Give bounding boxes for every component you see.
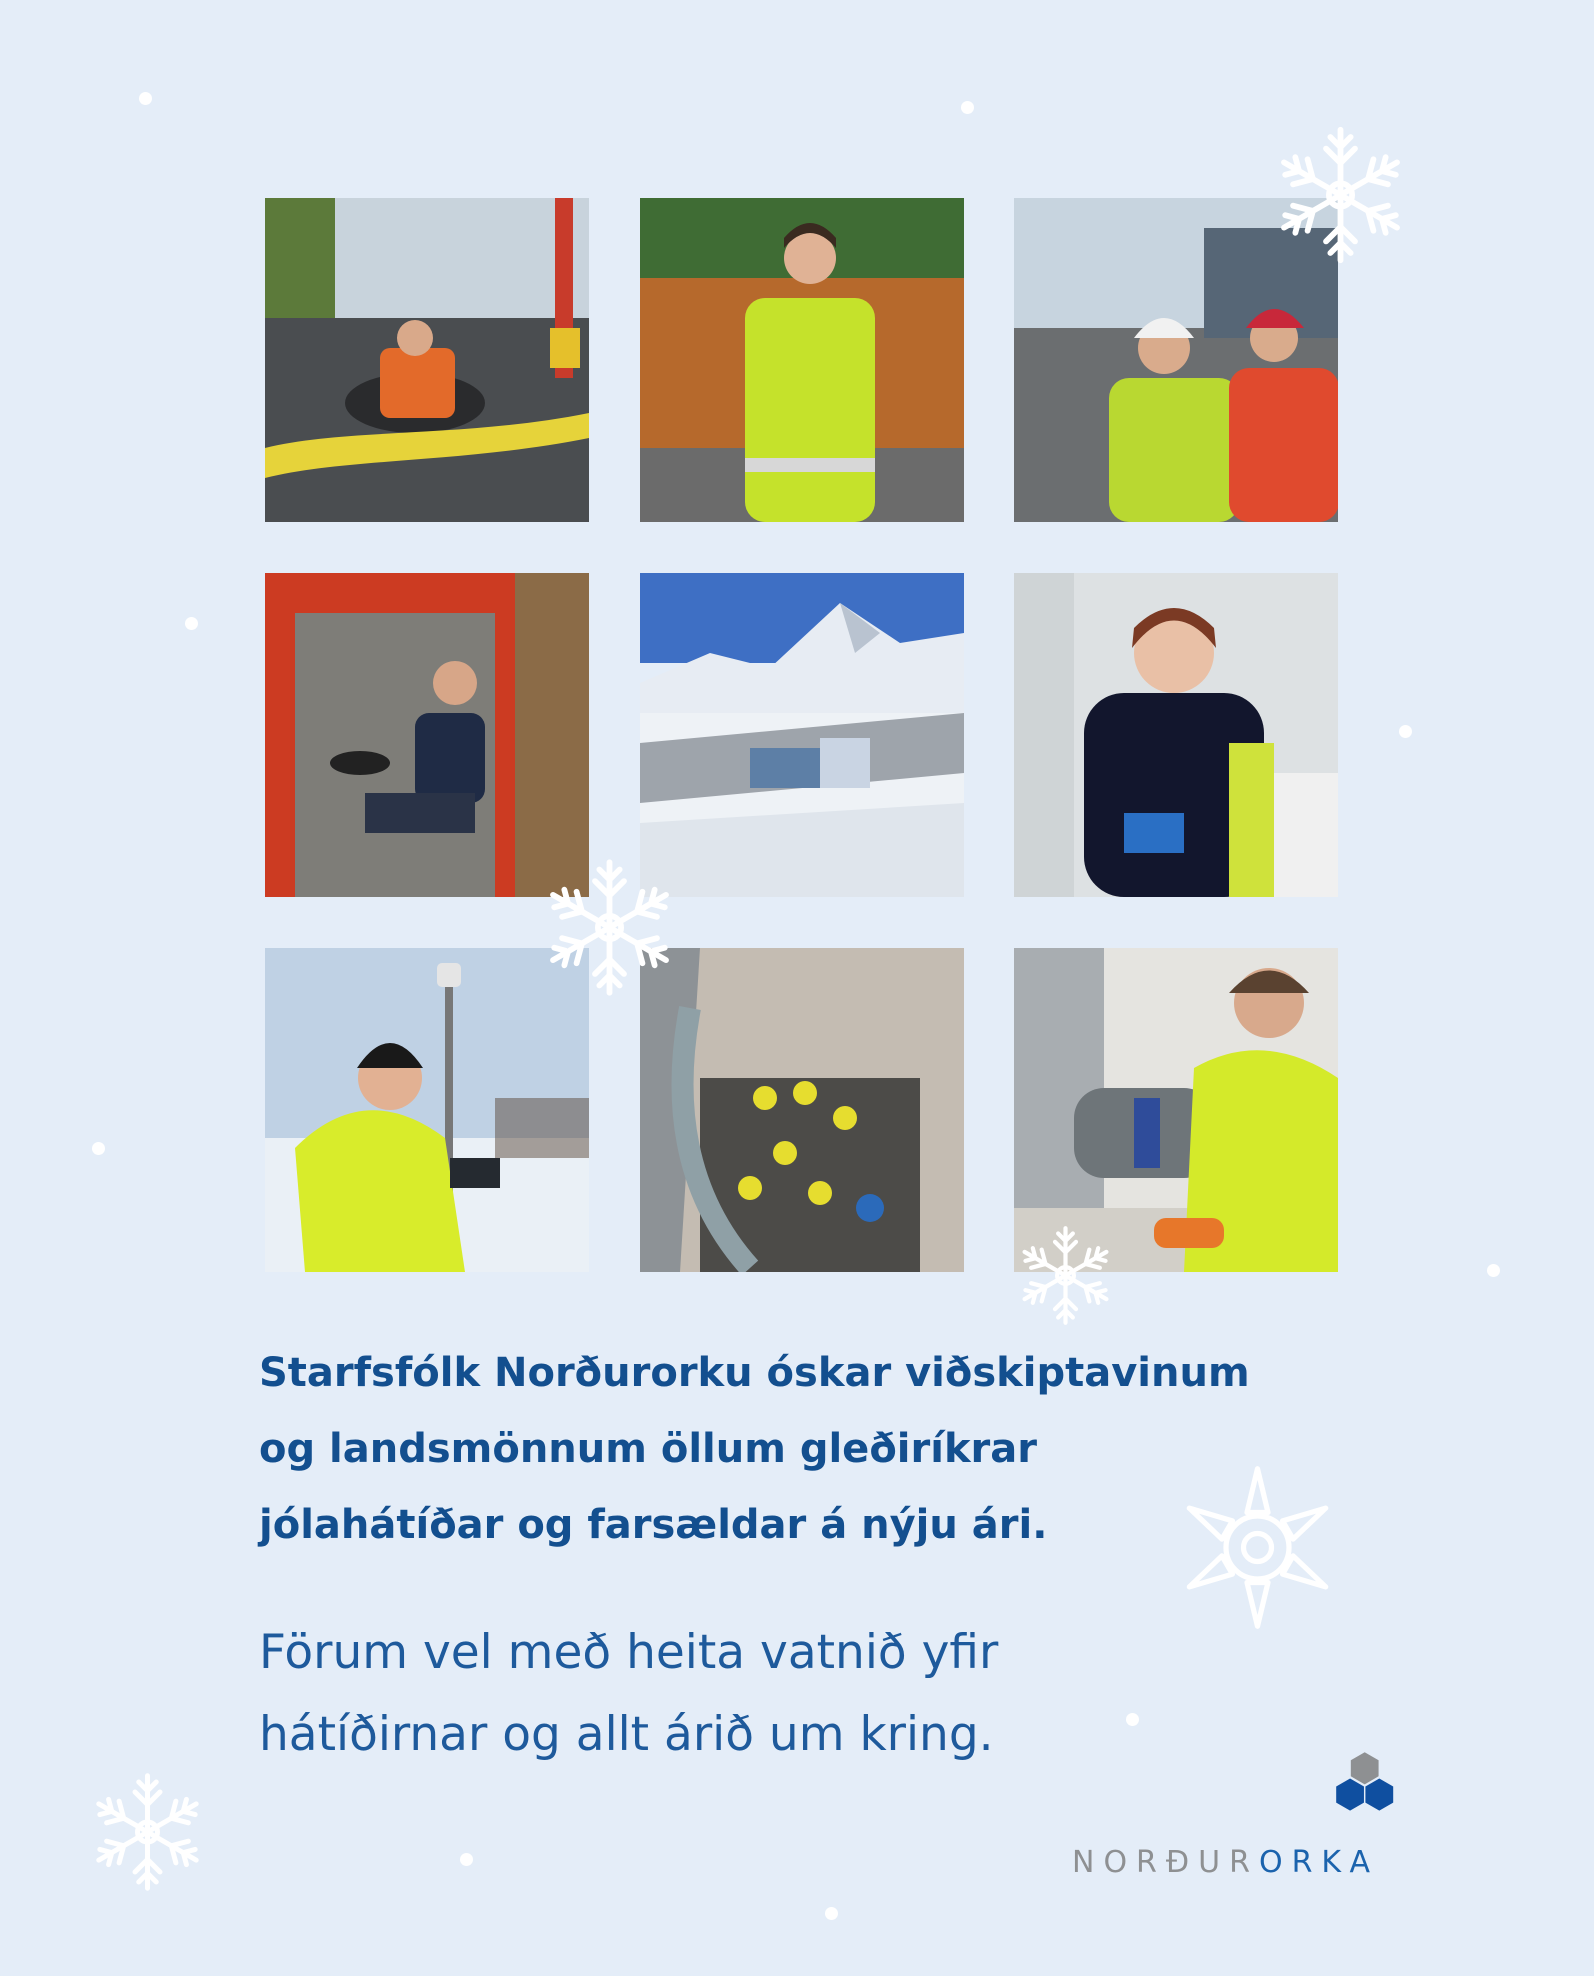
subline-line: Förum vel með heita vatnið yfir (259, 1625, 999, 1680)
snow-dot (460, 1853, 473, 1866)
snow-dot (1487, 1264, 1500, 1277)
snow-dot (825, 1907, 838, 1920)
subline-line: hátíðirnar og allt árið um kring. (259, 1707, 994, 1762)
snow-dot (185, 617, 198, 630)
snowflake-icon (537, 845, 682, 1010)
headline-line: jólahátíðar og farsældar á nýju ári. (259, 1502, 1048, 1548)
manhole-worker-photo (265, 198, 589, 522)
snow-dot (1399, 725, 1412, 738)
pump-station-group-photo (640, 948, 964, 1272)
logo-wordmark (1072, 1845, 1379, 1880)
snowflake-icon (85, 1762, 210, 1902)
nordurorka-logo-icon (1072, 1750, 1482, 1845)
logo-part-blue: ORKA (1258, 1845, 1380, 1880)
greeting-subline (259, 1612, 1159, 1776)
logo-part-gray: NORÐUR (1072, 1845, 1259, 1880)
snow-dot (92, 1142, 105, 1155)
smiling-employee-photo (1014, 573, 1338, 897)
greeting-headline (259, 1335, 1379, 1563)
snow-dot (139, 92, 152, 105)
headline-line: og landsmönnum öllum gleðiríkrar (259, 1426, 1037, 1472)
winter-town-aerial-photo (640, 573, 964, 897)
headline-line: Starfsfólk Norðurorku óskar viðskiptavinum (259, 1350, 1250, 1396)
worker-with-tablet-photo (640, 198, 964, 522)
snowflake-icon (1268, 115, 1413, 275)
snow-dot (961, 101, 974, 114)
snowflake-icon (1013, 1218, 1118, 1333)
